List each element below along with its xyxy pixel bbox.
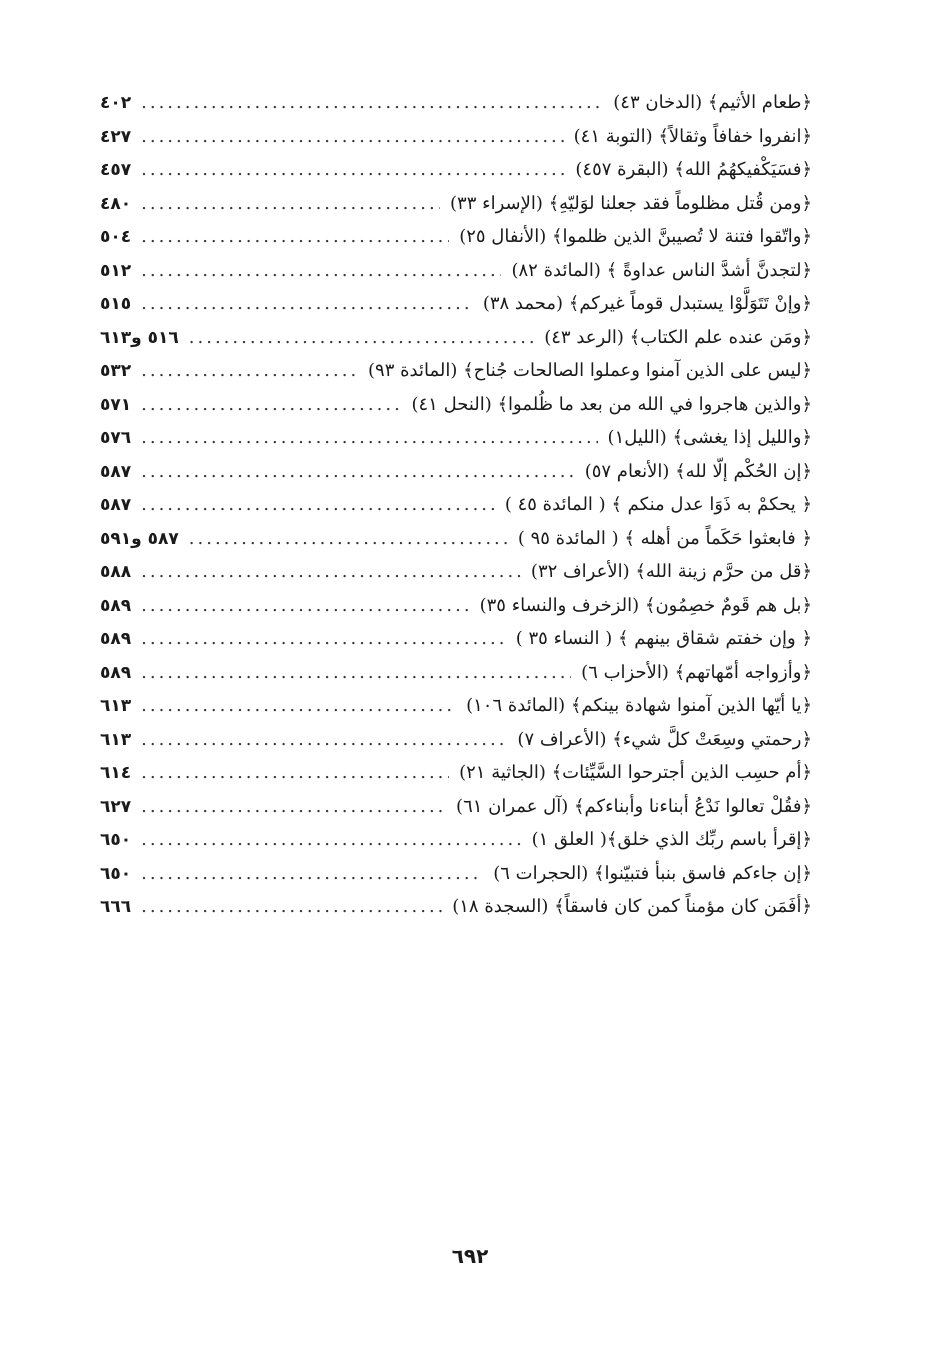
dot-leader [141, 388, 401, 422]
verse-text: ﴿فسَيَكْفيكهُمُ الله﴾ (البقرة ٤٥٧) [575, 159, 812, 180]
list-item [100, 321, 812, 355]
dot-leader [141, 120, 564, 154]
dot-leader [141, 756, 449, 790]
page-reference: ٥١٦ و٦١٣ [100, 327, 179, 348]
dot-leader [141, 354, 358, 388]
list-item [100, 689, 812, 723]
page-reference: ٦٦٦ [100, 897, 132, 917]
dot-leader [141, 823, 521, 857]
verse-text: ﴿إن جاءكم فاسق بنبأ فتبيّنوا﴾ (الحجرات ٦) [493, 862, 812, 884]
dot-leader [141, 488, 495, 522]
page-reference: ٥١٥ [100, 294, 132, 314]
verse-text: ﴿ليس على الذين آمنوا وعملوا الصالحات جُناح﴾ (المائدة ٩٣) [368, 360, 812, 381]
dot-leader [141, 890, 442, 924]
verse-index-list [100, 86, 812, 924]
page-reference: ٥٨٩ [100, 662, 132, 683]
dot-leader [141, 857, 483, 891]
dot-leader [141, 187, 440, 221]
list-item [100, 622, 812, 656]
verse-text: ﴿قل من حرَّم زينة الله﴾ (الأعراف ٣٢) [530, 561, 812, 582]
list-item [100, 555, 812, 589]
page-reference: ٥٧١ [100, 394, 132, 415]
list-item [100, 589, 812, 623]
list-item [100, 455, 812, 489]
verse-text: ﴿فقُلْ تعالوا نَدْعُ أبناءنا وأبناءكم﴾ (آل عمران ٦١) [456, 795, 812, 817]
page-reference: ٦٥٠ [100, 830, 132, 850]
verse-text: ﴿وإنْ تَتَوَلَّوْا يستبدل قوماً غيركم﴾ (محمد ٣٨) [482, 293, 812, 314]
page-reference: ٦٥٠ [100, 863, 132, 884]
page-reference: ٥٠٤ [100, 227, 132, 247]
list-item [100, 756, 812, 790]
dot-leader [141, 555, 521, 589]
list-item [100, 723, 812, 757]
list-item [100, 488, 812, 522]
list-item [100, 890, 812, 924]
verse-text: ﴿إقرأ باسم ربِّك الذي خلق﴾( العلق ١) [531, 829, 812, 850]
verse-text: ﴿ يحكمْ به ذَوَا عدل منكم ﴾ ( المائدة ٤٥ ) [504, 494, 812, 515]
verse-text: ﴿ فابعثوا حَكَماً من أهله ﴾ ( المائدة ٩٥ ) [517, 527, 812, 549]
dot-leader [141, 790, 446, 824]
page-reference: ٥٨٧ [100, 461, 132, 482]
list-item [100, 522, 812, 556]
dot-leader [141, 723, 507, 757]
page-reference: ٥٣٢ [100, 361, 132, 381]
dot-leader [189, 522, 508, 556]
list-item [100, 254, 812, 288]
page-reference: ٦١٣ [100, 696, 132, 716]
list-item [100, 388, 812, 422]
page-reference: ٤٠٢ [100, 93, 132, 113]
dot-leader [141, 153, 565, 187]
list-item [100, 857, 812, 891]
page-reference: ٥٧٦ [100, 428, 132, 448]
verse-text: ﴿بل هم قَومٌ خصِمُون﴾ (الزخرف والنساء ٣٥) [479, 594, 812, 616]
dot-leader [141, 656, 571, 690]
page-reference: ٥٨٩ [100, 595, 132, 616]
dot-leader [141, 421, 597, 455]
verse-text: ﴿يا أيّها الذين آمنوا شهادة بينكم﴾ (المائدة ١٠٦) [466, 695, 812, 716]
dot-leader [141, 689, 456, 723]
dot-leader [141, 622, 506, 656]
page-number: ٦٩٢ [451, 1244, 489, 1268]
dot-leader [141, 86, 603, 120]
page-reference: ٥٨٨ [100, 562, 132, 582]
verse-text: ﴿انفروا خفافاً وثقالاً﴾ (التوبة ٤١) [573, 125, 812, 147]
dot-leader [141, 220, 449, 254]
verse-text: ﴿أم حسِب الذين أجترحوا السَّيِّئات﴾ (الجاثية ٢١) [459, 762, 812, 783]
list-item [100, 790, 812, 824]
page-reference: ٤٥٧ [100, 160, 132, 180]
verse-text: ﴿واتّقوا فتنة لا تُصيبنَّ الذين ظلموا﴾ (الأنفال ٢٥) [459, 226, 812, 247]
dot-leader [189, 321, 534, 355]
verse-text: ﴿رحمتي وسِعَتْ كلَّ شيء﴾ (الأعراف ٧) [517, 728, 812, 750]
dot-leader [141, 589, 469, 623]
list-item [100, 120, 812, 154]
verse-text: ﴿لتجدنَّ أشدَّ الناس عداوةً ﴾ (المائدة ٨٢) [511, 259, 812, 281]
list-item [100, 823, 812, 857]
dot-leader [141, 254, 501, 288]
dot-leader [141, 287, 473, 321]
page-reference: ٤٨٠ [100, 193, 132, 214]
list-item [100, 86, 812, 120]
list-item [100, 187, 812, 221]
verse-text: ﴿والليل إذا يغشى﴾ (الليل١) [607, 427, 812, 448]
page-reference: ٥٨٧ [100, 495, 132, 515]
page-reference: ٦١٣ [100, 729, 132, 750]
verse-text: ﴿إن الحُكْم إلّا لله﴾ (الأنعام ٥٧) [584, 460, 812, 482]
page-reference: ٦١٤ [100, 763, 132, 783]
verse-text: ﴿والذين هاجروا في الله من بعد ما ظُلموا﴾ (النحل ٤١) [411, 393, 812, 415]
verse-text: ﴿طعام الأثيم﴾ (الدخان ٤٣) [613, 92, 812, 113]
verse-text: ﴿وأزواجه أمّهاتهم﴾ (الأحزاب ٦) [581, 661, 812, 683]
verse-text: ﴿ومَن عنده علم الكتاب﴾ (الرعد ٤٣) [544, 326, 812, 348]
page-reference: ٥١٢ [100, 260, 132, 281]
page-reference: ٦٢٧ [100, 796, 132, 817]
list-item [100, 287, 812, 321]
list-item [100, 656, 812, 690]
list-item [100, 421, 812, 455]
verse-text: ﴿ وإن خفتم شقاق بينهم ﴾ ( النساء ٣٥ ) [515, 628, 812, 649]
page-reference: ٥٨٩ [100, 629, 132, 649]
page-reference: ٥٨٧ و٥٩١ [100, 528, 179, 549]
page-reference: ٤٢٧ [100, 126, 132, 147]
list-item [100, 153, 812, 187]
verse-text: ﴿أفَمَن كان مؤمناً كمن كان فاسقاً﴾ (السجدة ١٨) [452, 896, 812, 917]
list-item [100, 354, 812, 388]
list-item [100, 220, 812, 254]
verse-text: ﴿ومن قُتل مظلوماً فقد جعلنا لوَليّهِ﴾ (الإسراء ٣٣) [450, 192, 812, 214]
dot-leader [141, 455, 575, 489]
